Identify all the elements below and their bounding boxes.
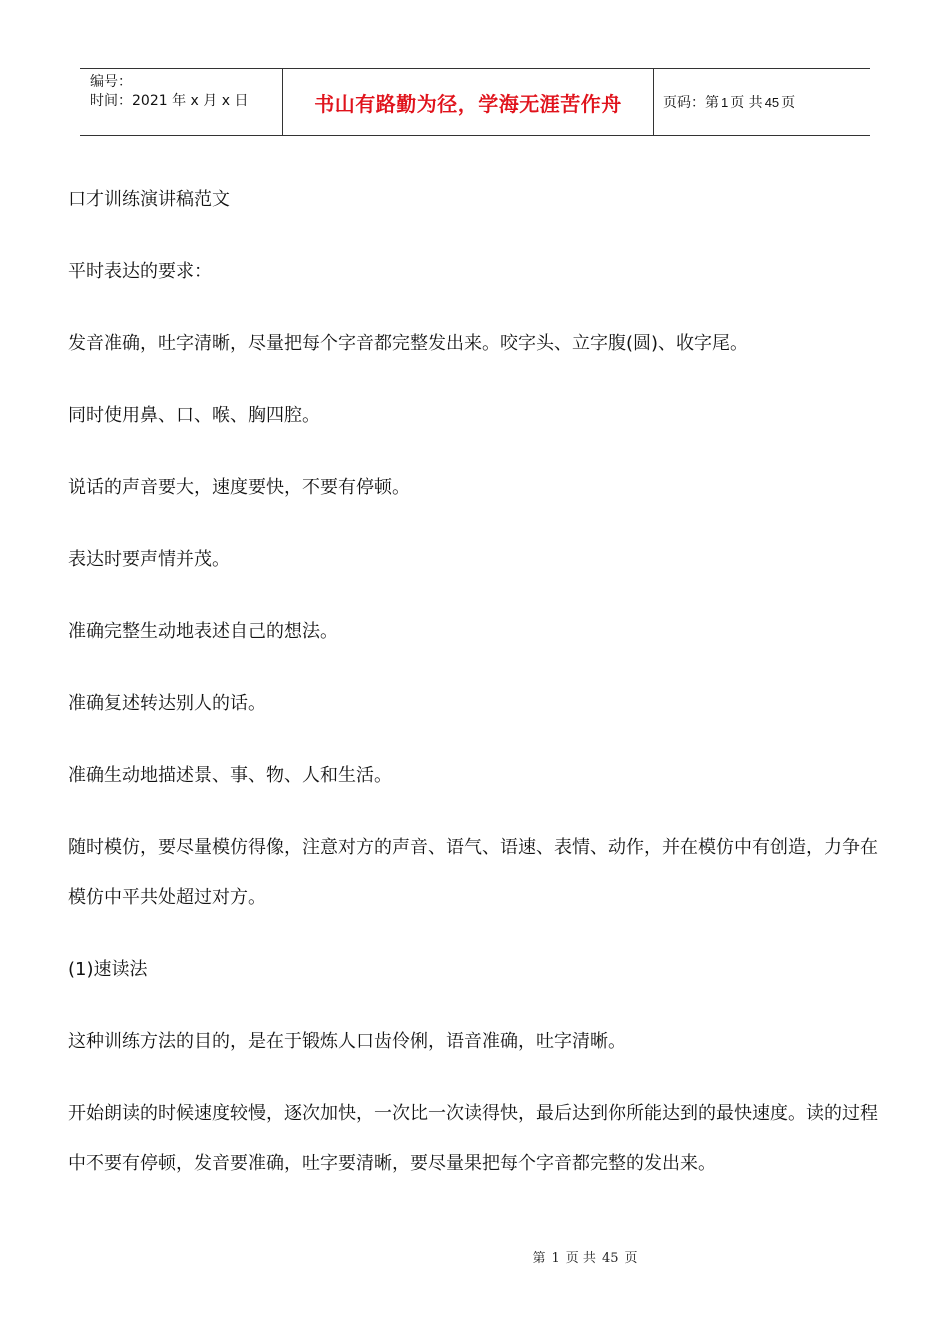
footer-page-current: 1 xyxy=(551,1251,560,1266)
header-page-mid: 页 共 xyxy=(730,95,763,111)
document-title: 口才训练演讲稿范文 xyxy=(68,189,230,210)
paragraph: 准确复述转达别人的话。 xyxy=(68,693,266,714)
document-body xyxy=(68,175,878,1211)
paragraph: 平时表达的要求： xyxy=(68,261,212,282)
paragraph: 准确生动地描述景、事、物、人和生活。 xyxy=(68,765,392,786)
document-number-label: 编号： xyxy=(90,74,132,90)
section-heading: (1)速读法 xyxy=(68,959,148,980)
header-motto-cell xyxy=(282,69,654,135)
header-page-suffix: 页 xyxy=(781,95,796,111)
paragraph: 发音准确，吐字清晰，尽量把每个字音都完整发出来。咬字头、立字腹(圆)、收字尾。 xyxy=(68,333,749,354)
header-page-cell xyxy=(654,69,870,135)
header-motto: 书山有路勤为径，学海无涯苦作舟 xyxy=(314,91,622,116)
paragraph: 表达时要声情并茂。 xyxy=(68,549,230,570)
paragraph: 同时使用鼻、口、喉、胸四腔。 xyxy=(68,405,320,426)
footer-page-total: 45 xyxy=(601,1251,619,1266)
paragraph: 随时模仿，要尽量模仿得像，注意对方的声音、语气、语速、表情、动作，并在模仿中有创造，力争在模仿中平共处超过对方。 xyxy=(68,837,878,908)
paragraph: 这种训练方法的目的，是在于锻炼人口齿伶俐，语音准确，吐字清晰。 xyxy=(68,1031,626,1052)
paragraph: 说话的声音要大，速度要快，不要有停顿。 xyxy=(68,477,410,498)
footer-prefix: 第 xyxy=(532,1251,546,1266)
page-footer xyxy=(0,1247,950,1266)
footer-suffix: 页 xyxy=(624,1251,638,1266)
document-header-table xyxy=(80,68,870,136)
document-time-label: 时间：2021 年 x 月 x 日 xyxy=(90,93,249,109)
header-page-current: 1 xyxy=(721,94,729,110)
header-page-prefix: 页码：第 xyxy=(663,95,719,111)
paragraph: 准确完整生动地表述自己的想法。 xyxy=(68,621,338,642)
paragraph: 开始朗读的时候速度较慢，逐次加快，一次比一次读得快，最后达到你所能达到的最快速度。读的过程中不要有停顿，发音要准确，吐字要清晰，要尽量果把每个字音都完整的发出来。 xyxy=(68,1103,878,1174)
header-page-total: 45 xyxy=(764,94,780,110)
footer-mid: 页 共 xyxy=(565,1251,596,1266)
header-meta-cell xyxy=(80,69,282,135)
